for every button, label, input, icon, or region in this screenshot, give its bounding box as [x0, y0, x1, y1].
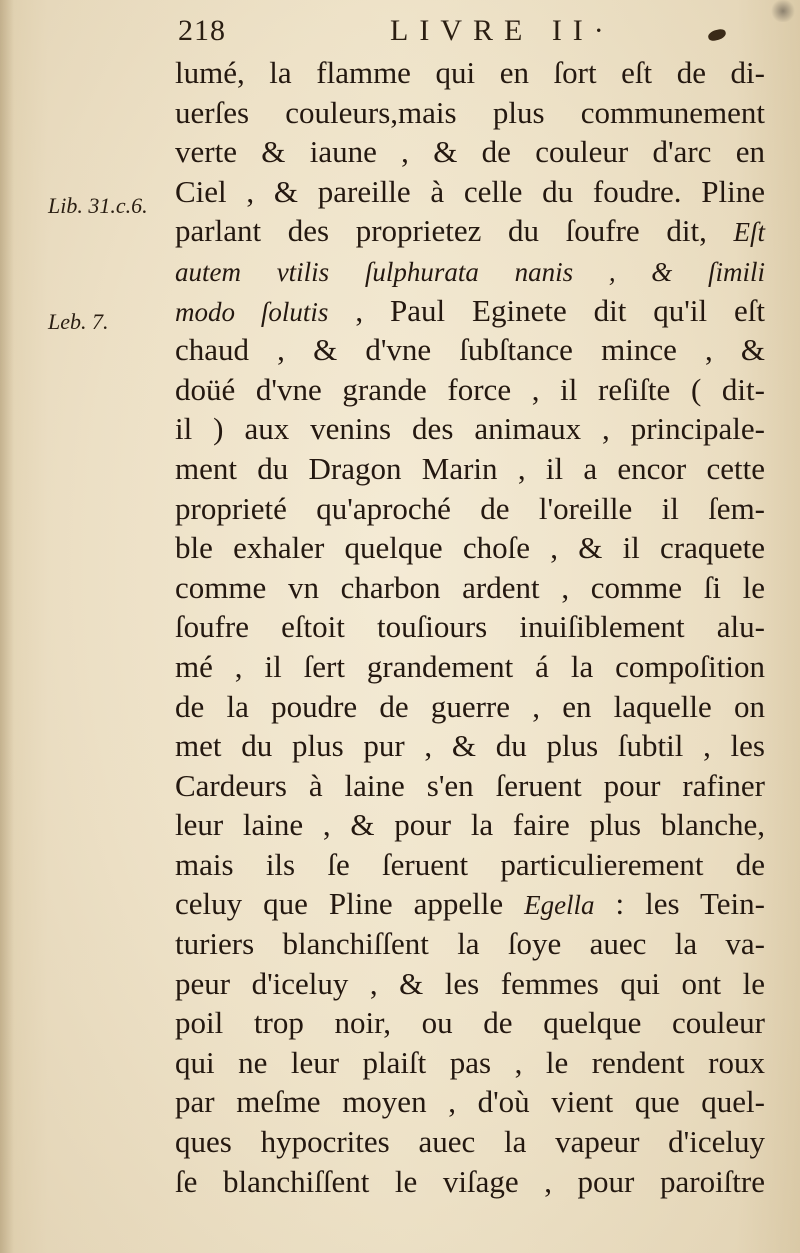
- text-line: proprieté qu'aproché de l'oreille il ſem-: [175, 490, 765, 526]
- latin-quote: autem vtilis ſulphurata nanis , & ſimili: [175, 256, 765, 287]
- margin-note-reference: Lib. 31.c.6.: [48, 193, 148, 218]
- text-line: Ciel , & pareille à celle du foudre. Pline: [175, 173, 765, 209]
- text-line: de la poudre de guerre , en laquelle on: [175, 688, 765, 724]
- text-line: peur d'iceluy , & les femmes qui ont le: [175, 965, 765, 1001]
- text-line: ſe blanchiſſent le viſage , pour paroiſtre: [175, 1163, 765, 1199]
- running-title: LIVRE II·: [390, 14, 615, 47]
- text-line: celuy que Pline appelle Egella : les Tein-: [175, 886, 765, 922]
- text-line: doüé d'vne grande force , il reſiſte ( dit-: [175, 371, 765, 407]
- text-line: [175, 251, 765, 291]
- latin-quote: Eſt: [733, 217, 765, 248]
- margin-note-reference: Leb. 7.: [48, 309, 109, 334]
- text-line: ment du Dragon Marin , il a encor cette: [175, 450, 765, 486]
- page-edge-shadow: [0, 0, 14, 1253]
- ink-blot: [707, 28, 727, 42]
- text-line: turiers blanchiſſent la ſoye auec la va-: [175, 926, 765, 962]
- text-line: comme vn charbon ardent , comme ſi le: [175, 569, 765, 605]
- text-line: par meſme moyen , d'où vient que quel-: [175, 1084, 765, 1120]
- text-line: verte & iaune , & de couleur d'arc en: [175, 134, 765, 170]
- latin-quote: modo ſolutis: [175, 296, 329, 327]
- text-line: lumé, la flamme qui en ſort eſt de di-: [175, 55, 765, 90]
- text-line: il ) aux venins des animaux , principale-: [175, 411, 765, 447]
- text-line: met du plus pur , & du plus ſubtil , les: [175, 728, 765, 764]
- text-line: qui ne leur plaiſt pas , le rendent roux: [175, 1044, 765, 1080]
- body-text: [175, 53, 765, 1201]
- text-line: parlant des proprietez du ſoufre dit, Eſt: [175, 213, 765, 249]
- text-line: Cardeurs à laine s'en ſeruent pour rafiner: [175, 767, 765, 803]
- page-number: 218: [178, 14, 226, 47]
- page-stain: [770, 0, 796, 22]
- text-line: modo ſolutis , Paul Eginete dit qu'il eſt: [175, 292, 765, 328]
- text-line: mé , il ſert grandement á la compoſition: [175, 648, 765, 684]
- text-line: ques hypocrites auec la vapeur d'iceluy: [175, 1124, 765, 1160]
- text-line: chaud , & d'vne ſubſtance mince , &: [175, 332, 765, 368]
- latin-term: Egella: [524, 890, 595, 921]
- text-line: ſoufre eſtoit touſiours inuiſiblement alu-: [175, 609, 765, 645]
- text-line: uerſes couleurs,mais plus communement: [175, 94, 765, 130]
- text-line: ble exhaler quelque choſe , & il craquete: [175, 530, 765, 566]
- text-line: leur laine , & pour la faire plus blanche,: [175, 807, 765, 843]
- text-line: mais ils ſe ſeruent particulierement de: [175, 846, 765, 882]
- text-line: poil trop noir, ou de quelque couleur: [175, 1005, 765, 1041]
- page-header: [178, 12, 758, 52]
